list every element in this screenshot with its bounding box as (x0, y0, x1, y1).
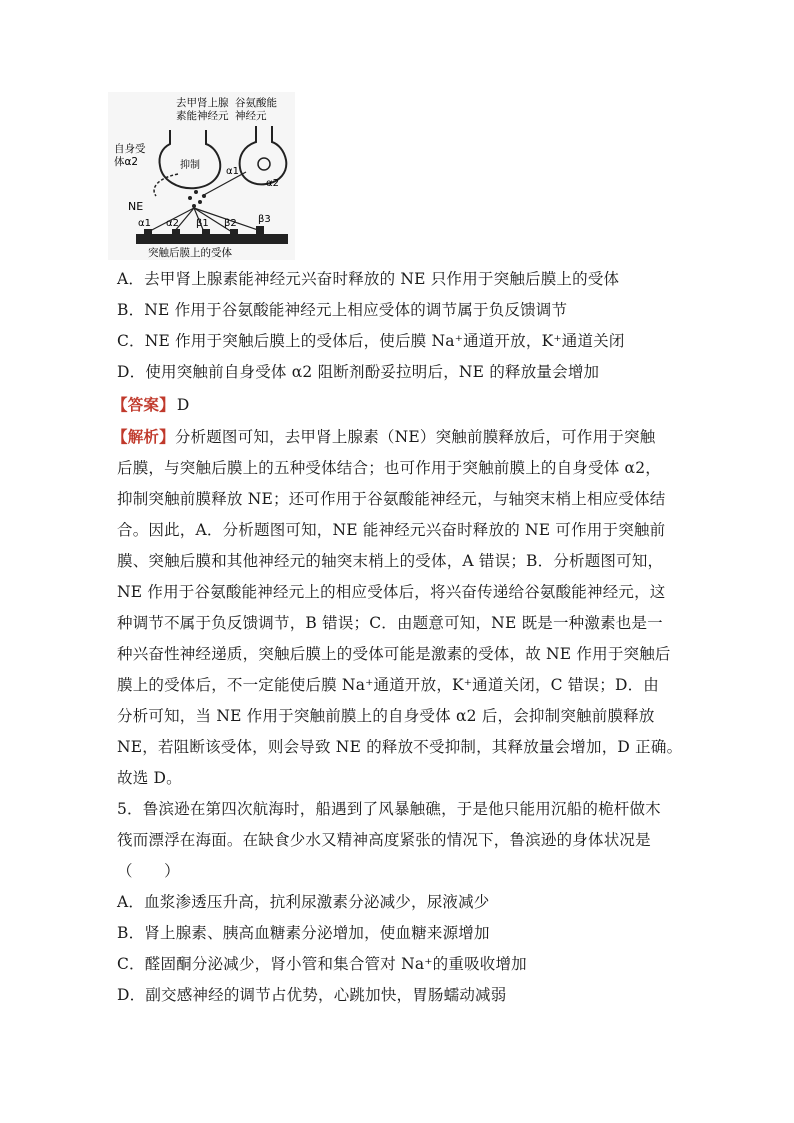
analysis-line: 种调节不属于负反馈调节，B 错误；C．由题意可知，NE 既是一种激素也是一 (117, 614, 663, 632)
analysis-line: 故选 D。 (117, 769, 182, 787)
q5-stem-line: 筏而漂浮在海面。在缺食少水又精神高度紧张的情况下，鲁滨逊的身体状况是 (117, 831, 651, 849)
label-ne: NE (128, 200, 144, 213)
label-autoreceptor-2: 体α2 (114, 156, 139, 168)
q5-option-c: C．醛固酮分泌减少，肾小管和集合管对 Na⁺的重吸收增加 (117, 955, 527, 973)
answer-line (112, 394, 189, 416)
analysis-line: 后膜，与突触后膜上的五种受体结合；也可作用于突触前膜上的自身受体 α2， (117, 459, 661, 477)
label-membrane: 突触后膜上的受体 (148, 247, 232, 259)
answer-label: 【答案】 (112, 395, 175, 414)
label-right-neuron-1: 谷氨酸能 (235, 97, 277, 109)
analysis-line: NE，若阻断该受体，则会导致 NE 的释放不受抑制，其释放量会增加，D 正确。 (117, 738, 683, 756)
label-left-neuron-2: 素能神经元 (176, 110, 229, 122)
label-right-neuron-2: 神经元 (235, 110, 267, 122)
analysis-label: 【解析】 (112, 427, 175, 446)
answer-value: D (176, 396, 190, 414)
label-left-neuron-1: 去甲肾上腺 (176, 97, 229, 109)
q5-option-a: A．血浆渗透压升高，抗利尿激素分泌减少，尿液减少 (117, 893, 490, 911)
analysis-line: 膜、突触后膜和其他神经元的轴突末梢上的受体，A 错误；B．分析题图可知， (117, 552, 664, 570)
analysis-line: 合。因此，A．分析题图可知，NE 能神经元兴奋时释放的 NE 可作用于突触前 (117, 521, 666, 539)
synapse-diagram (108, 92, 295, 260)
q4-option-c: C．NE 作用于突触后膜上的受体后，使后膜 Na⁺通道开放，K⁺通道关闭 (117, 332, 625, 350)
q4-option-d: D．使用突触前自身受体 α2 阻断剂酚妥拉明后，NE 的释放量会增加 (117, 363, 600, 381)
q5-option-d: D．副交感神经的调节占优势，心跳加快，胃肠蠕动减弱 (117, 986, 507, 1004)
analysis-line: 分析可知，当 NE 作用于突触前膜上的自身受体 α2 后，会抑制突触前膜释放 (117, 707, 655, 725)
q4-option-b: B．NE 作用于谷氨酸能神经元上相应受体的调节属于负反馈调节 (117, 301, 568, 319)
analysis-line: 种兴奋性神经递质，突触后膜上的受体可能是激素的受体，故 NE 作用于突触后 (117, 645, 671, 663)
analysis-text: 分析题图可知，去甲肾上腺素（NE）突触前膜释放后，可作用于突触 (174, 428, 656, 446)
receptor-label: β1 (196, 218, 209, 229)
q4-option-a: A．去甲肾上腺素能神经元兴奋时释放的 NE 只作用于突触后膜上的受体 (117, 270, 620, 288)
analysis-line: NE 作用于谷氨酸能神经元上的相应受体后，将兴奋传递给谷氨酸能神经元，这 (117, 583, 666, 601)
label-inhibit: 抑制 (180, 160, 200, 171)
q5-stem-line: 5．鲁滨逊在第四次航海时，船遇到了风暴触礁，于是他只能用沉船的桅杆做木 (117, 800, 661, 818)
receptor-label: β3 (258, 214, 271, 225)
analysis-line: 抑制突触前膜释放 NE；还可作用于谷氨酸能神经元，与轴突末梢上相应受体结 (117, 490, 666, 508)
receptor-label: α2 (166, 218, 179, 229)
analysis-line: 膜上的受体后，不一定能使后膜 Na⁺通道开放，K⁺通道关闭，C 错误；D．由 (117, 676, 659, 694)
q5-option-b: B．肾上腺素、胰高血糖素分泌增加，使血糖来源增加 (117, 924, 490, 942)
analysis-line (112, 426, 655, 448)
label-autoreceptor-1: 自身受 (114, 143, 146, 155)
receptor-label: β2 (224, 218, 237, 229)
label-alpha2-right: α2 (266, 178, 279, 189)
receptor-label: α1 (138, 218, 151, 229)
q5-stem-line: （ ） (117, 862, 180, 880)
label-alpha1-right: α1 (226, 166, 239, 177)
